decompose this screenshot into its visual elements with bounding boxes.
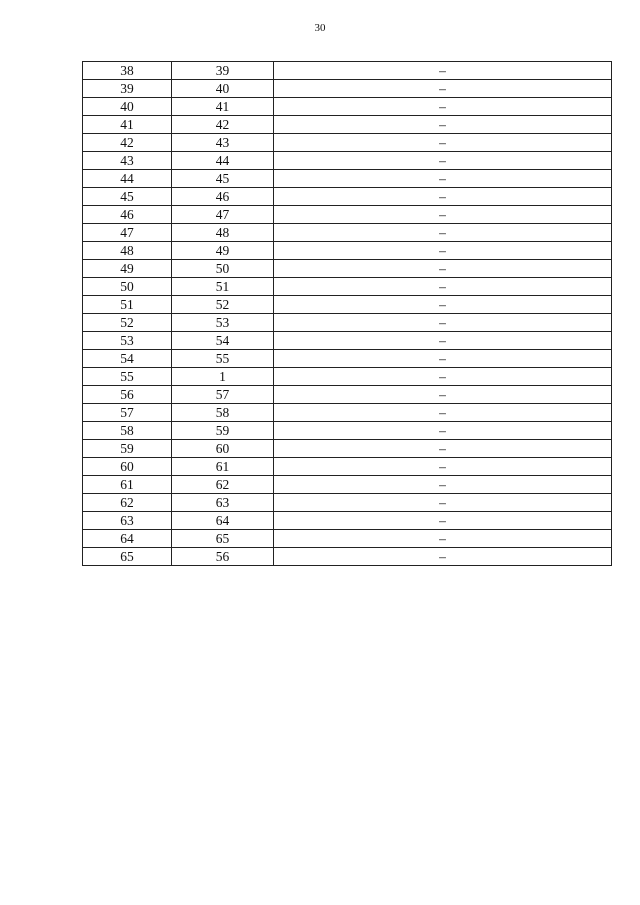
table-row xyxy=(83,368,612,386)
table-row xyxy=(83,458,612,476)
cell-mark: – xyxy=(274,332,612,350)
table-row xyxy=(83,404,612,422)
cell-from: 65 xyxy=(83,548,172,566)
cell-from: 48 xyxy=(83,242,172,260)
cell-to: 56 xyxy=(172,548,274,566)
cell-mark: – xyxy=(274,404,612,422)
cell-mark: – xyxy=(274,80,612,98)
table-row xyxy=(83,188,612,206)
cell-from: 38 xyxy=(83,62,172,80)
cell-to: 60 xyxy=(172,440,274,458)
cell-to: 43 xyxy=(172,134,274,152)
cell-mark: – xyxy=(274,422,612,440)
cell-from: 58 xyxy=(83,422,172,440)
table-row xyxy=(83,350,612,368)
table-row xyxy=(83,224,612,242)
table-body xyxy=(83,62,612,566)
cell-to: 54 xyxy=(172,332,274,350)
cell-from: 60 xyxy=(83,458,172,476)
cell-mark: – xyxy=(274,314,612,332)
cell-mark: – xyxy=(274,224,612,242)
cell-to: 48 xyxy=(172,224,274,242)
cell-mark: – xyxy=(274,368,612,386)
table-row xyxy=(83,170,612,188)
cell-mark: – xyxy=(274,350,612,368)
cell-mark: – xyxy=(274,62,612,80)
cell-to: 61 xyxy=(172,458,274,476)
table-row xyxy=(83,440,612,458)
cell-mark: – xyxy=(274,260,612,278)
cell-from: 53 xyxy=(83,332,172,350)
cell-from: 62 xyxy=(83,494,172,512)
cell-mark: – xyxy=(274,512,612,530)
cell-mark: – xyxy=(274,152,612,170)
table-row xyxy=(83,422,612,440)
cell-mark: – xyxy=(274,296,612,314)
cell-to: 64 xyxy=(172,512,274,530)
cell-mark: – xyxy=(274,188,612,206)
cell-mark: – xyxy=(274,386,612,404)
cell-from: 49 xyxy=(83,260,172,278)
cell-mark: – xyxy=(274,530,612,548)
cell-mark: – xyxy=(274,134,612,152)
table-row xyxy=(83,242,612,260)
cell-from: 55 xyxy=(83,368,172,386)
cell-mark: – xyxy=(274,494,612,512)
cell-from: 40 xyxy=(83,98,172,116)
cell-to: 41 xyxy=(172,98,274,116)
cell-to: 59 xyxy=(172,422,274,440)
cell-from: 59 xyxy=(83,440,172,458)
cell-mark: – xyxy=(274,98,612,116)
table-row xyxy=(83,296,612,314)
cell-to: 58 xyxy=(172,404,274,422)
cell-from: 64 xyxy=(83,530,172,548)
table-row xyxy=(83,206,612,224)
cell-from: 50 xyxy=(83,278,172,296)
cell-from: 46 xyxy=(83,206,172,224)
cell-to: 47 xyxy=(172,206,274,224)
table-row xyxy=(83,476,612,494)
cell-mark: – xyxy=(274,548,612,566)
cell-from: 41 xyxy=(83,116,172,134)
table-row xyxy=(83,80,612,98)
cell-mark: – xyxy=(274,116,612,134)
cell-to: 65 xyxy=(172,530,274,548)
cell-from: 51 xyxy=(83,296,172,314)
table-row xyxy=(83,152,612,170)
table-row xyxy=(83,494,612,512)
cell-mark: – xyxy=(274,170,612,188)
cell-to: 62 xyxy=(172,476,274,494)
table-row xyxy=(83,386,612,404)
table-row xyxy=(83,278,612,296)
cell-from: 61 xyxy=(83,476,172,494)
table-row xyxy=(83,116,612,134)
cell-from: 42 xyxy=(83,134,172,152)
cell-from: 63 xyxy=(83,512,172,530)
cell-from: 44 xyxy=(83,170,172,188)
table-row xyxy=(83,260,612,278)
cell-from: 39 xyxy=(83,80,172,98)
table-row xyxy=(83,134,612,152)
table-row xyxy=(83,62,612,80)
table-row xyxy=(83,98,612,116)
cell-mark: – xyxy=(274,278,612,296)
cell-to: 40 xyxy=(172,80,274,98)
cell-mark: – xyxy=(274,242,612,260)
cell-to: 39 xyxy=(172,62,274,80)
cell-from: 52 xyxy=(83,314,172,332)
cell-mark: – xyxy=(274,476,612,494)
cell-from: 57 xyxy=(83,404,172,422)
cell-to: 63 xyxy=(172,494,274,512)
cell-to: 49 xyxy=(172,242,274,260)
table-row xyxy=(83,332,612,350)
cell-mark: – xyxy=(274,458,612,476)
cell-to: 1 xyxy=(172,368,274,386)
cell-from: 43 xyxy=(83,152,172,170)
cell-to: 45 xyxy=(172,170,274,188)
cell-to: 44 xyxy=(172,152,274,170)
cell-to: 42 xyxy=(172,116,274,134)
cell-from: 47 xyxy=(83,224,172,242)
cell-mark: – xyxy=(274,206,612,224)
cell-to: 46 xyxy=(172,188,274,206)
cell-to: 52 xyxy=(172,296,274,314)
cell-from: 45 xyxy=(83,188,172,206)
cell-to: 51 xyxy=(172,278,274,296)
connection-table xyxy=(82,61,612,566)
cell-to: 55 xyxy=(172,350,274,368)
table-row xyxy=(83,530,612,548)
cell-to: 53 xyxy=(172,314,274,332)
cell-to: 50 xyxy=(172,260,274,278)
cell-from: 54 xyxy=(83,350,172,368)
table-row xyxy=(83,548,612,566)
cell-from: 56 xyxy=(83,386,172,404)
cell-to: 57 xyxy=(172,386,274,404)
table-row xyxy=(83,512,612,530)
page-number: 30 xyxy=(314,22,326,34)
table-row xyxy=(83,314,612,332)
cell-mark: – xyxy=(274,440,612,458)
